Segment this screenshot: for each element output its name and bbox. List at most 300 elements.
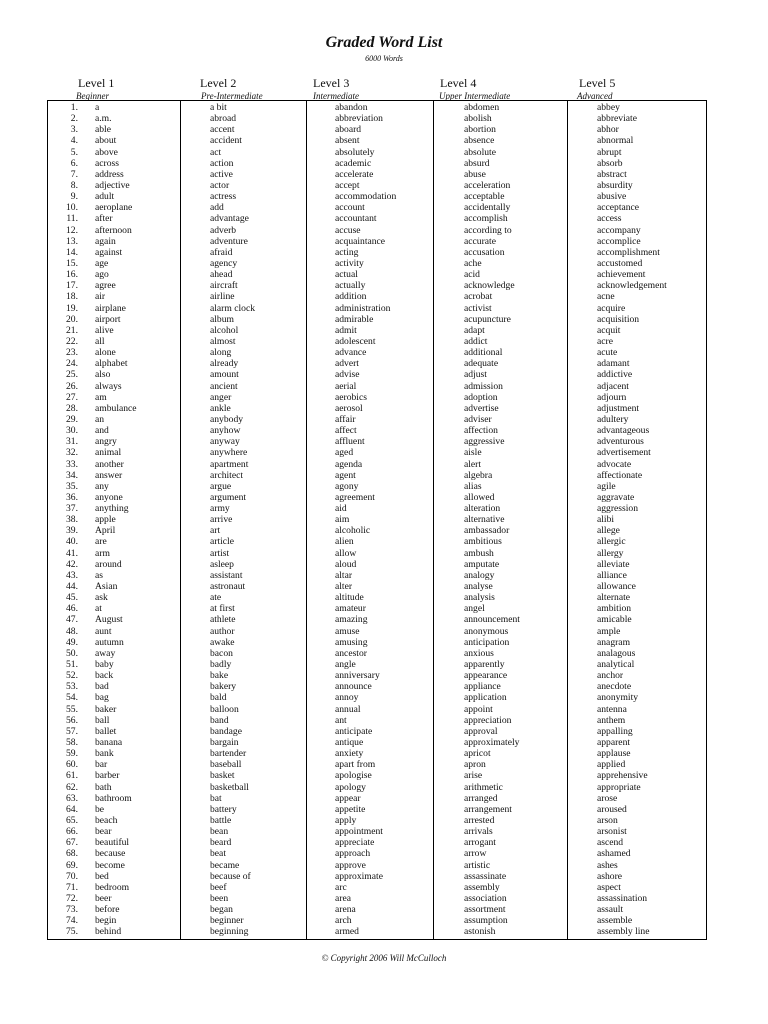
level-5-word: aggression	[597, 503, 639, 515]
level-2-word: basketball	[210, 781, 249, 793]
level-1-row	[48, 247, 137, 258]
level-1-word: agree	[95, 280, 116, 292]
level-1-word: baker	[95, 703, 117, 715]
level-2-word: act	[210, 146, 222, 158]
row-number: 15.	[66, 257, 78, 269]
row-number: 4.	[70, 135, 78, 147]
level-5-word: acquisition	[597, 313, 640, 325]
level-5-word: abrupt	[597, 146, 622, 158]
level-3-word: abandon	[335, 102, 368, 113]
level-1-row	[48, 459, 137, 470]
level-1-word: alone	[95, 347, 116, 359]
row-number: 41.	[66, 547, 78, 559]
level-1-row	[48, 726, 137, 737]
level-1-word: another	[95, 458, 124, 470]
row-number: 10.	[66, 202, 78, 214]
row-number: 16.	[66, 269, 78, 281]
level-5-word: abusive	[597, 191, 627, 203]
level-1-word: animal	[95, 447, 122, 459]
level-1-word: baby	[95, 659, 114, 671]
level-5-word: acceptance	[597, 202, 640, 214]
level-4-word: appearance	[464, 670, 508, 682]
page-subtitle: 6000 Words	[365, 54, 403, 63]
level-3-column	[335, 102, 396, 938]
level-3-word: alcoholic	[335, 525, 371, 537]
row-number: 36.	[66, 491, 78, 503]
level-5-word: ascend	[597, 837, 624, 849]
row-number: 39.	[66, 525, 78, 537]
row-number: 19.	[66, 302, 78, 314]
row-number: 55.	[66, 703, 78, 715]
level-1-row	[48, 926, 137, 937]
level-2-word: at first	[210, 603, 235, 615]
level-3-word: angle	[335, 659, 356, 671]
level-3-word: anxiety	[335, 748, 364, 760]
row-number: 62.	[66, 781, 78, 793]
level-1-word: bath	[95, 781, 112, 793]
row-number: 7.	[70, 168, 78, 180]
level-1-word: beer	[95, 892, 112, 904]
level-1-word: bed	[95, 870, 109, 882]
level-2-word: bandage	[210, 725, 242, 737]
level-3-word: acquaintance	[335, 235, 386, 247]
level-1-row	[48, 258, 137, 269]
level-5-word: advantageous	[597, 425, 650, 437]
level-5-word: apprehensive	[597, 770, 648, 782]
level-4-word: astonish	[464, 926, 496, 938]
level-5-word: adjustment	[597, 402, 640, 414]
level-3-word: amuse	[335, 625, 360, 637]
row-number: 69.	[66, 859, 78, 871]
level-1-row	[48, 369, 137, 380]
level-3-word: amusing	[335, 636, 368, 648]
level-1-row	[48, 347, 137, 358]
level-3-word: antique	[335, 737, 364, 749]
level-3-word: approve	[335, 859, 366, 871]
level-4-word: anonymous	[464, 625, 509, 637]
level-5-word: adventurous	[597, 436, 644, 448]
level-1-row	[48, 102, 137, 113]
row-number: 6.	[70, 157, 78, 169]
level-1-word: above	[95, 146, 118, 158]
level-1-word: bedroom	[95, 881, 130, 893]
level-1-row	[48, 213, 137, 224]
row-number: 25.	[66, 369, 78, 381]
row-number: 75.	[66, 926, 78, 938]
level-5-word: accomplishment	[597, 246, 660, 258]
level-2-word: author	[210, 625, 235, 637]
level-1-word: August	[95, 614, 123, 626]
level-1-word: ago	[95, 269, 109, 281]
level-3-word: apology	[335, 781, 366, 793]
level-3-word: actual	[335, 269, 358, 281]
level-4-word: ambassador	[464, 525, 510, 537]
level-4-word: apparently	[464, 659, 505, 671]
level-1-row	[48, 124, 137, 135]
level-1-word: a.m.	[95, 113, 112, 125]
level-5-word: ashamed	[597, 848, 631, 860]
level-5-word: adultery	[597, 413, 629, 425]
level-2-word: along	[210, 347, 232, 359]
level-2-word: ahead	[210, 269, 233, 281]
level-2-word: ankle	[210, 402, 231, 414]
level-2-word: battle	[210, 815, 232, 826]
row-number: 1.	[70, 102, 78, 113]
row-number: 60.	[66, 759, 78, 771]
level-1-word: age	[95, 257, 109, 269]
level-1-row	[48, 492, 137, 503]
level-5-word: accustomed	[597, 257, 643, 269]
row-number: 65.	[66, 815, 78, 826]
row-number: 63.	[66, 792, 78, 804]
level-1-word: bar	[95, 759, 108, 771]
level-1-word: a	[95, 102, 100, 113]
row-number: 54.	[66, 692, 78, 704]
level-5-word: absurdity	[597, 179, 633, 191]
level-2-word: badly	[210, 659, 232, 671]
level-1-word: apple	[95, 514, 116, 526]
level-2-word: bean	[210, 826, 229, 838]
level-4-word: abolish	[464, 113, 492, 125]
level-2-word: bat	[210, 792, 222, 804]
column-divider-1	[180, 100, 181, 940]
level-4-word: alternative	[464, 514, 505, 526]
level-4-word: appoint	[464, 703, 493, 715]
level-3-word: ancestor	[335, 647, 367, 659]
level-3-word: aboard	[335, 124, 362, 136]
level-2-word: aircraft	[210, 280, 238, 292]
row-number: 57.	[66, 725, 78, 737]
row-number: 3.	[70, 124, 78, 136]
level-1-row	[48, 514, 137, 525]
level-1-row	[48, 169, 137, 180]
level-2-word: bald	[210, 692, 227, 704]
level-1-word: adjective	[95, 179, 130, 191]
level-1-row	[48, 414, 137, 425]
level-1-word: bad	[95, 681, 109, 693]
level-1-row	[48, 815, 137, 826]
row-number: 9.	[70, 191, 78, 203]
level-5-word: applause	[597, 748, 631, 760]
level-4-subheading: Upper Intermediate	[439, 91, 511, 101]
level-3-word: approximate	[335, 870, 383, 882]
level-5-word: abstract	[597, 168, 627, 180]
row-number: 2.	[70, 113, 78, 125]
level-1-word: April	[95, 525, 116, 537]
row-number: 22.	[66, 335, 78, 347]
level-4-word: abortion	[464, 124, 496, 136]
level-1-word: anything	[95, 503, 129, 515]
level-5-word: appropriate	[597, 781, 641, 793]
level-3-word: appointment	[335, 826, 383, 838]
level-2-subheading: Pre-Intermediate	[201, 91, 263, 101]
level-5-word: allege	[597, 525, 620, 537]
level-4-word: anticipation	[464, 636, 510, 648]
level-2-word: almost	[210, 335, 236, 347]
level-1-row	[48, 626, 137, 637]
level-5-word: aggravate	[597, 491, 635, 503]
level-1-row	[48, 113, 137, 124]
level-2-word: been	[210, 892, 229, 904]
level-1-row	[48, 581, 137, 592]
row-number: 70.	[66, 870, 78, 882]
level-4-word: arrogant	[464, 837, 496, 849]
level-5-subheading: Advanced	[577, 91, 613, 101]
level-3-word: accuse	[335, 224, 361, 236]
level-1-word: alive	[95, 324, 114, 336]
row-number: 27.	[66, 391, 78, 403]
level-2-word: balloon	[210, 703, 239, 715]
row-number: 24.	[66, 358, 78, 370]
level-1-word: airplane	[95, 302, 126, 314]
level-1-row	[48, 191, 137, 202]
level-5-word: alternate	[597, 592, 631, 604]
level-2-word: because of	[210, 870, 251, 882]
level-1-row	[48, 536, 137, 547]
level-5-word: alibi	[597, 514, 615, 526]
row-number: 28.	[66, 402, 78, 414]
level-1-row	[48, 280, 137, 291]
level-1-word: answer	[95, 469, 123, 481]
column-divider-2	[306, 100, 307, 940]
level-4-word: according to	[464, 224, 512, 236]
level-1-row	[48, 848, 137, 859]
level-2-word: ate	[210, 592, 222, 604]
level-5-word: arson	[597, 815, 618, 826]
level-2-word: beat	[210, 848, 226, 860]
level-4-word: acid	[464, 269, 480, 281]
level-1-word: ball	[95, 714, 110, 726]
level-1-word: bank	[95, 748, 114, 760]
level-5-word: advocate	[597, 458, 632, 470]
level-3-word: amazing	[335, 614, 368, 626]
level-4-word: arrivals	[464, 826, 493, 838]
level-2-column	[210, 102, 255, 938]
level-1-row	[48, 381, 137, 392]
level-5-word: aroused	[597, 803, 627, 815]
level-2-word: amount	[210, 369, 239, 381]
level-4-word: algebra	[464, 469, 493, 481]
level-3-word: appreciate	[335, 837, 375, 849]
level-4-word: accomplish	[464, 213, 508, 225]
level-1-row	[48, 392, 137, 403]
level-2-heading: Level 2	[200, 76, 237, 90]
level-2-word: accent	[210, 124, 235, 136]
level-5-word: acute	[597, 347, 618, 359]
level-1-word: back	[95, 670, 114, 682]
level-5-heading: Level 5	[579, 76, 616, 90]
level-2-word: artist	[210, 547, 230, 559]
level-2-word: bake	[210, 670, 229, 682]
level-5-word: ambition	[597, 603, 632, 615]
level-2-word: agency	[210, 257, 238, 269]
level-1-row	[48, 759, 137, 770]
level-5-word: abbey	[597, 102, 620, 113]
level-3-word: accept	[335, 179, 360, 191]
level-5-word: assemble	[597, 915, 633, 927]
level-2-word: became	[210, 859, 240, 871]
level-1-row	[48, 403, 137, 414]
level-4-word: apron	[464, 759, 486, 771]
row-number: 23.	[66, 347, 78, 359]
level-3-word: advise	[335, 369, 360, 381]
level-4-word: anxious	[464, 647, 494, 659]
level-2-word: astronaut	[210, 581, 246, 593]
level-3-word: aged	[335, 447, 354, 459]
level-2-word: adverb	[210, 224, 237, 236]
level-5-word: anecdote	[597, 681, 632, 693]
level-3-word: agony	[335, 480, 359, 492]
row-number: 52.	[66, 670, 78, 682]
row-number: 17.	[66, 280, 78, 292]
level-4-word: analysis	[464, 592, 495, 604]
level-4-word: appliance	[464, 681, 501, 693]
row-number: 42.	[66, 558, 78, 570]
level-5-word: arsonist	[597, 826, 627, 838]
row-number: 45.	[66, 592, 78, 604]
level-4-word: acupuncture	[464, 313, 511, 325]
level-3-word: agenda	[335, 458, 363, 470]
row-number: 5.	[70, 146, 78, 158]
level-5-word: analagous	[597, 647, 636, 659]
level-2-word: anger	[210, 391, 232, 403]
level-5-word: analytical	[597, 659, 635, 671]
level-4-word: acknowledge	[464, 280, 515, 292]
level-5-word: abnormal	[597, 135, 634, 147]
level-2-word: band	[210, 714, 229, 726]
level-3-word: actually	[335, 280, 366, 292]
level-1-word: bathroom	[95, 792, 132, 804]
level-3-word: advance	[335, 347, 367, 359]
level-2-word: anyway	[210, 436, 240, 448]
level-1-row	[48, 637, 137, 648]
level-5-word: achievement	[597, 269, 646, 281]
level-1-word: airport	[95, 313, 121, 325]
level-1-word: bear	[95, 826, 112, 838]
level-1-row	[48, 603, 137, 614]
level-2-word: action	[210, 157, 234, 169]
level-1-heading: Level 1	[78, 76, 115, 90]
level-5-word: adjacent	[597, 380, 629, 392]
level-3-word: account	[335, 202, 365, 214]
level-3-word: absent	[335, 135, 360, 147]
level-3-word: acting	[335, 246, 359, 258]
level-1-word: before	[95, 904, 120, 916]
level-4-word: application	[464, 692, 507, 704]
level-3-word: absolutely	[335, 146, 375, 158]
row-number: 48.	[66, 625, 78, 637]
row-number: 14.	[66, 246, 78, 258]
level-3-word: accommodation	[335, 191, 397, 203]
level-5-word: adjourn	[597, 391, 627, 403]
level-2-word: alarm clock	[210, 302, 256, 314]
row-number: 37.	[66, 503, 78, 515]
level-3-word: admit	[335, 324, 357, 336]
level-1-row	[48, 793, 137, 804]
level-4-word: accusation	[464, 246, 505, 258]
level-4-word: association	[464, 892, 507, 904]
level-1-row	[48, 481, 137, 492]
row-number: 68.	[66, 848, 78, 860]
level-1-word: away	[95, 647, 116, 659]
level-5-word: absorb	[597, 157, 623, 169]
level-3-word: affect	[335, 425, 357, 437]
level-4-word: ambush	[464, 547, 494, 559]
level-4-word: abuse	[464, 168, 486, 180]
row-number: 66.	[66, 826, 78, 838]
level-1-row	[48, 915, 137, 926]
level-1-word: am	[95, 391, 107, 403]
level-1-row	[48, 614, 137, 625]
level-3-word: annual	[335, 703, 361, 715]
row-number: 51.	[66, 659, 78, 671]
column-divider-3	[433, 100, 434, 940]
level-3-word: affair	[335, 413, 356, 425]
level-4-word: approximately	[464, 737, 520, 749]
level-2-word: ancient	[210, 380, 238, 392]
level-3-word: alter	[335, 581, 353, 593]
level-2-word: apartment	[210, 458, 249, 470]
level-4-word: aisle	[464, 447, 482, 459]
row-number: 72.	[66, 892, 78, 904]
level-1-row	[48, 225, 137, 236]
page-title: Graded Word List	[325, 34, 443, 51]
level-3-word: accountant	[335, 213, 377, 225]
level-3-word: agreement	[335, 491, 375, 503]
row-number: 46.	[66, 603, 78, 615]
level-1-word: arm	[95, 547, 110, 559]
level-2-word: afraid	[210, 246, 233, 258]
level-5-word: addictive	[597, 369, 633, 381]
row-number: 11.	[66, 213, 78, 225]
level-5-word: anonymity	[597, 692, 639, 704]
level-3-word: amateur	[335, 603, 366, 615]
level-3-word: annoy	[335, 692, 359, 704]
level-1-word: ambulance	[95, 402, 137, 414]
level-5-word: apparent	[597, 737, 631, 749]
level-1-word: and	[95, 425, 109, 437]
level-3-word: appear	[335, 792, 361, 804]
level-1-word: begin	[95, 915, 117, 927]
level-3-word: aerosol	[335, 402, 363, 414]
level-1-word: beautiful	[95, 837, 130, 849]
level-1-word: afternoon	[95, 224, 132, 236]
level-1-row	[48, 447, 137, 458]
level-1-row	[48, 436, 137, 447]
level-2-word: already	[210, 358, 239, 370]
level-2-word: army	[210, 503, 230, 515]
level-1-row	[48, 748, 137, 759]
level-4-word: analogy	[464, 569, 495, 581]
level-5-word: assembly line	[597, 926, 650, 938]
level-2-word: accident	[210, 135, 242, 147]
level-2-word: active	[210, 168, 233, 180]
level-2-word: argument	[210, 491, 247, 503]
level-4-word: adjust	[464, 369, 487, 381]
row-number: 59.	[66, 748, 78, 760]
level-5-word: agile	[597, 480, 616, 492]
level-5-word: acquire	[597, 302, 626, 314]
level-1-row	[48, 648, 137, 659]
level-2-word: arrive	[210, 514, 233, 526]
level-2-word: article	[210, 536, 234, 548]
level-2-word: actor	[210, 179, 230, 191]
level-1-row	[48, 548, 137, 559]
level-2-word: add	[210, 202, 224, 214]
level-1-word: after	[95, 213, 113, 225]
level-2-word: actress	[210, 191, 237, 203]
level-4-word: acceptable	[464, 191, 505, 203]
